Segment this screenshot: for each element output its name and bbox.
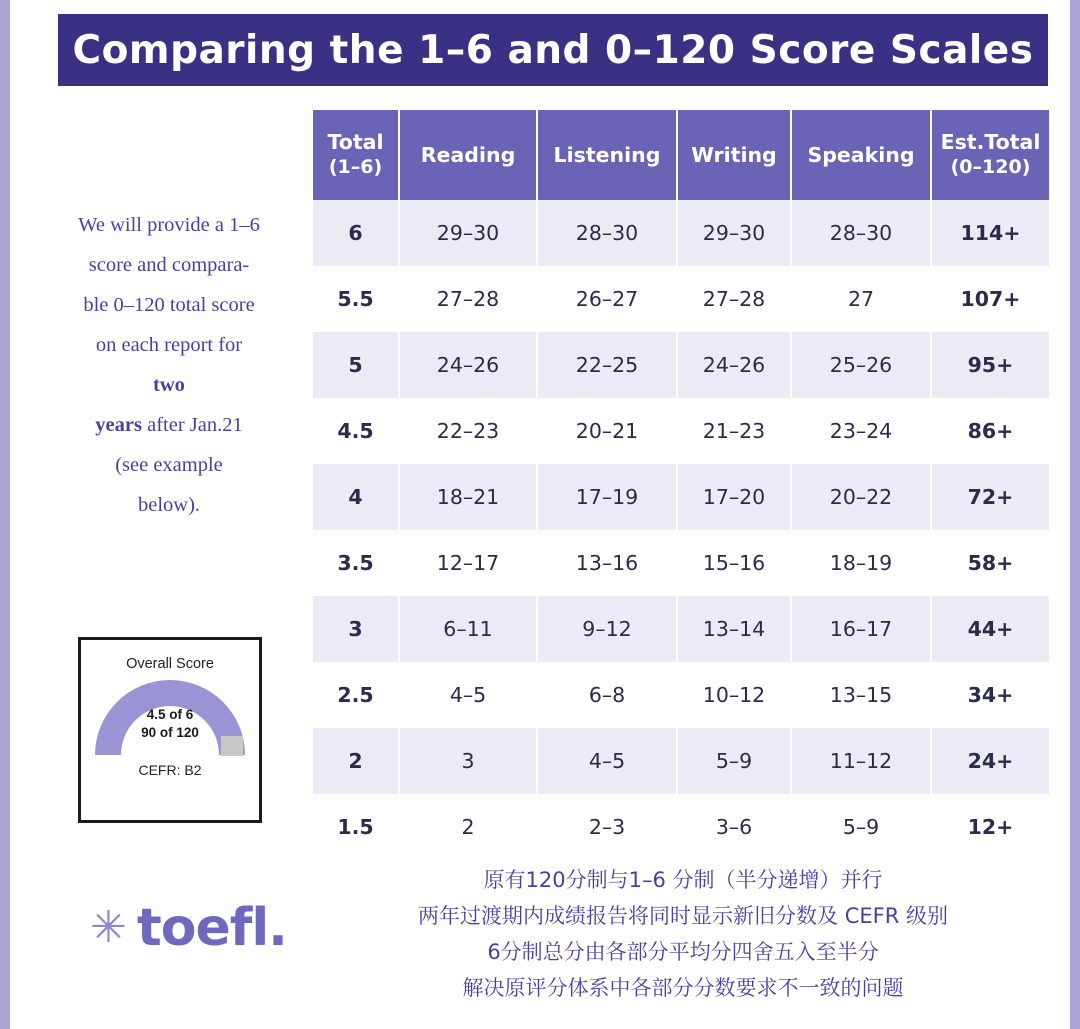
score-comparison-table <box>313 110 1049 860</box>
overall-score-card <box>78 637 262 823</box>
cell-est-total: 95+ <box>931 332 1049 398</box>
cell-total: 3 <box>313 596 399 662</box>
column-header-total <box>313 110 399 200</box>
cell-speaking: 16–17 <box>791 596 931 662</box>
cell-listening: 28–30 <box>537 200 677 266</box>
left-note-line-6: (see example <box>115 454 223 476</box>
cell-est-total: 86+ <box>931 398 1049 464</box>
cell-total: 4 <box>313 464 399 530</box>
cell-est-total: 114+ <box>931 200 1049 266</box>
column-header-est-total-sub: (0–120) <box>950 156 1031 178</box>
cell-total: 5 <box>313 332 399 398</box>
column-header-speaking <box>791 110 931 200</box>
cell-reading: 22–23 <box>399 398 537 464</box>
cell-total: 6 <box>313 200 399 266</box>
footer-notes <box>313 862 1053 1006</box>
footer-note-4: 解决原评分体系中各部分分数要求不一致的问题 <box>462 976 904 1000</box>
left-note-line-2: score and compara- <box>88 254 250 276</box>
cell-writing: 29–30 <box>677 200 791 266</box>
column-header-reading-label: Reading <box>420 142 516 167</box>
left-note-bold-two: two <box>153 374 185 396</box>
cell-est-total: 34+ <box>931 662 1049 728</box>
cell-writing: 24–26 <box>677 332 791 398</box>
table-row <box>313 266 1049 332</box>
table-row <box>313 332 1049 398</box>
table-row <box>313 464 1049 530</box>
left-note-line-3: ble 0–120 total score <box>83 294 255 316</box>
score-table-container <box>313 110 1049 860</box>
table-row <box>313 596 1049 662</box>
table-row <box>313 398 1049 464</box>
toefl-wordmark: toefl. <box>136 898 287 958</box>
column-header-writing <box>677 110 791 200</box>
cell-est-total: 12+ <box>931 794 1049 860</box>
cell-est-total: 72+ <box>931 464 1049 530</box>
column-header-listening <box>537 110 677 200</box>
cell-listening: 22–25 <box>537 332 677 398</box>
cell-listening: 6–8 <box>537 662 677 728</box>
cell-est-total: 107+ <box>931 266 1049 332</box>
gauge-labels <box>95 706 245 742</box>
left-note-line-7: below). <box>137 494 201 516</box>
footer-note-1: 原有120分制与1–6 分制（半分递增）并行 <box>483 868 883 892</box>
cell-total: 2.5 <box>313 662 399 728</box>
footer-note-2: 两年过渡期内成绩报告将同时显示新旧分数及 CEFR 级别 <box>418 904 948 928</box>
column-header-listening-label: Listening <box>553 142 661 167</box>
cell-speaking: 5–9 <box>791 794 931 860</box>
column-header-reading <box>399 110 537 200</box>
cell-listening: 9–12 <box>537 596 677 662</box>
cefr-level: CEFR: B2 <box>138 762 202 778</box>
cell-total: 4.5 <box>313 398 399 464</box>
column-header-total-label: Total <box>327 130 384 154</box>
cell-speaking: 13–15 <box>791 662 931 728</box>
cell-total: 2 <box>313 728 399 794</box>
cell-reading: 27–28 <box>399 266 537 332</box>
table-row <box>313 200 1049 266</box>
left-note-line-4: on each report for <box>95 334 243 356</box>
cell-writing: 27–28 <box>677 266 791 332</box>
left-note-bold-years: years <box>95 414 142 436</box>
cell-reading: 12–17 <box>399 530 537 596</box>
cell-est-total: 58+ <box>931 530 1049 596</box>
cell-speaking: 18–19 <box>791 530 931 596</box>
table-row <box>313 794 1049 860</box>
cell-listening: 4–5 <box>537 728 677 794</box>
title-banner <box>58 14 1048 86</box>
cell-writing: 5–9 <box>677 728 791 794</box>
cell-writing: 3–6 <box>677 794 791 860</box>
cell-reading: 24–26 <box>399 332 537 398</box>
gauge-score-120-scale: 90 of 120 <box>141 725 199 740</box>
score-card-title: Overall Score <box>126 656 214 672</box>
cell-total: 1.5 <box>313 794 399 860</box>
cell-reading: 4–5 <box>399 662 537 728</box>
column-header-est-total <box>931 110 1049 200</box>
column-header-total-sub: (1–6) <box>328 156 383 178</box>
table-row <box>313 728 1049 794</box>
cell-reading: 2 <box>399 794 537 860</box>
cell-speaking: 25–26 <box>791 332 931 398</box>
cell-est-total: 24+ <box>931 728 1049 794</box>
left-note-line-5: after Jan.21 <box>141 414 243 436</box>
cell-total: 5.5 <box>313 266 399 332</box>
left-description <box>40 205 298 525</box>
table-header-row <box>313 110 1049 200</box>
page-title: Comparing the 1–6 and 0–120 Score Scales <box>72 27 1034 73</box>
cell-listening: 20–21 <box>537 398 677 464</box>
cell-writing: 21–23 <box>677 398 791 464</box>
cell-speaking: 28–30 <box>791 200 931 266</box>
footer-note-3: 6分制总分由各部分平均分四舍五入至半分 <box>487 940 879 964</box>
cell-reading: 3 <box>399 728 537 794</box>
cell-writing: 17–20 <box>677 464 791 530</box>
table-row <box>313 530 1049 596</box>
table-row <box>313 662 1049 728</box>
cell-total: 3.5 <box>313 530 399 596</box>
cell-listening: 26–27 <box>537 266 677 332</box>
cell-reading: 6–11 <box>399 596 537 662</box>
toefl-logo <box>90 898 287 958</box>
cell-speaking: 27 <box>791 266 931 332</box>
cell-speaking: 11–12 <box>791 728 931 794</box>
left-note-line-1: We will provide a 1–6 <box>78 214 260 236</box>
asterisk-icon: ✳ <box>90 902 127 953</box>
cell-writing: 13–14 <box>677 596 791 662</box>
cell-reading: 18–21 <box>399 464 537 530</box>
score-gauge <box>95 680 245 756</box>
cell-speaking: 23–24 <box>791 398 931 464</box>
cell-writing: 15–16 <box>677 530 791 596</box>
cell-listening: 13–16 <box>537 530 677 596</box>
cell-listening: 17–19 <box>537 464 677 530</box>
cell-est-total: 44+ <box>931 596 1049 662</box>
cell-writing: 10–12 <box>677 662 791 728</box>
cell-speaking: 20–22 <box>791 464 931 530</box>
column-header-est-total-label: Est.Total <box>940 130 1041 154</box>
gauge-score-6-scale: 4.5 of 6 <box>146 707 194 722</box>
cell-listening: 2–3 <box>537 794 677 860</box>
column-header-writing-label: Writing <box>691 142 777 167</box>
cell-reading: 29–30 <box>399 200 537 266</box>
column-header-speaking-label: Speaking <box>807 142 915 167</box>
